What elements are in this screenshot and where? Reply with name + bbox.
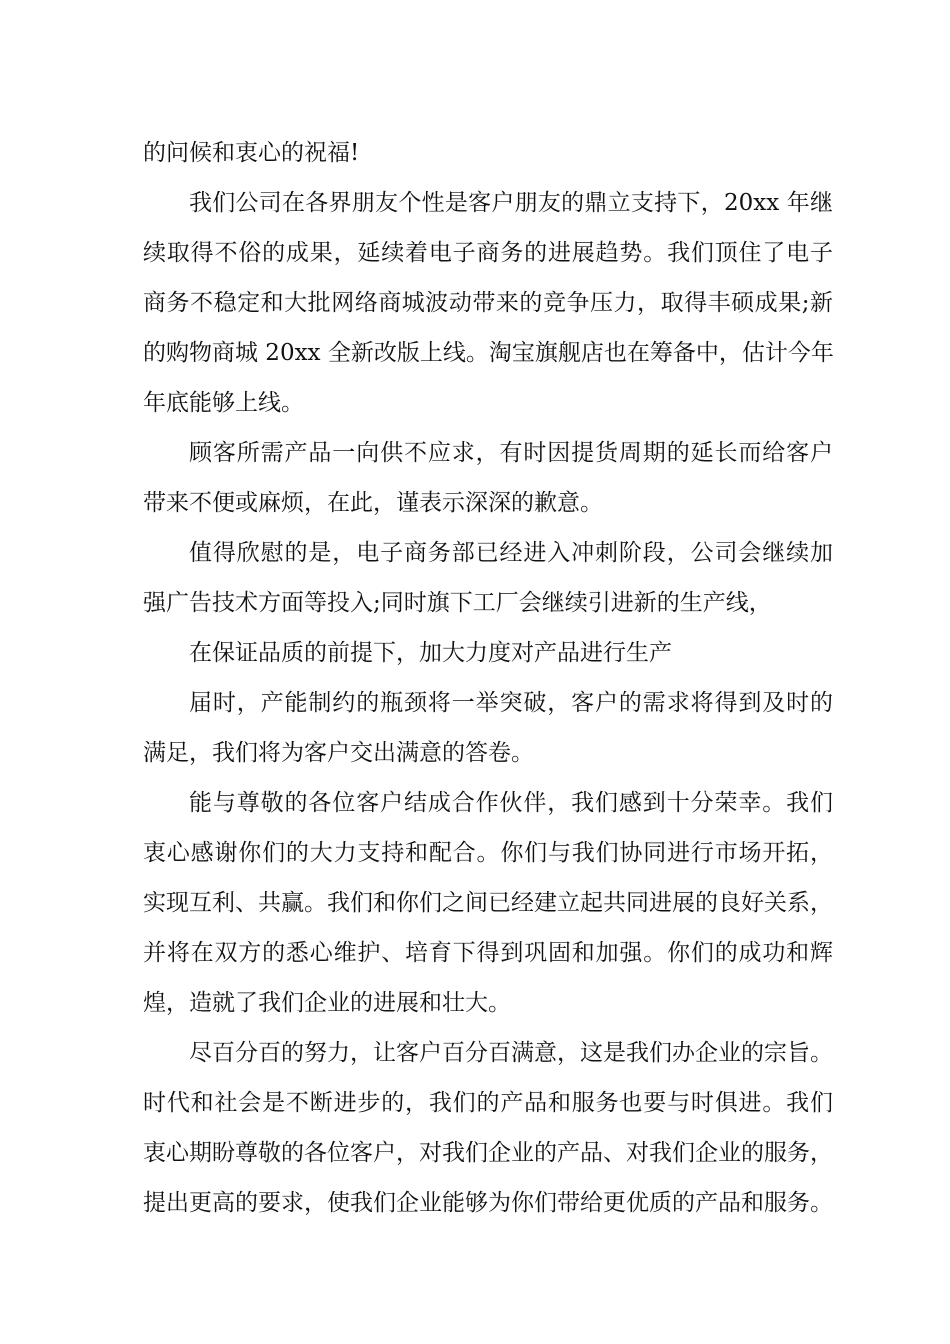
text-line: 实现互利、共赢。我们和你们之间已经建立起共同进展的良好关系， [143,890,833,916]
text-line: 商务不稳定和大批网络商城波动带来的竞争压力，取得丰硕成果;新 [143,290,833,316]
document-body [143,128,833,1228]
text-line: 在保证品质的前提下，加大力度对产品进行生产 [189,640,672,666]
paragraph [143,528,833,628]
paragraph [143,678,833,778]
text-line: 我们公司在各界朋友个性是客户朋友的鼎立支持下，20xx 年继 [189,190,833,216]
text-line: 的问候和衷心的祝福! [143,140,360,166]
text-line: 并将在双方的悉心维护、培育下得到巩固和加强。你们的成功和辉 [143,940,833,966]
text-line: 顾客所需产品一向供不应求，有时因提货周期的延长而给客户 [189,440,833,466]
text-line: 时代和社会是不断进步的，我们的产品和服务也要与时俱进。我们 [143,1090,833,1116]
text-line: 能与尊敬的各位客户结成合作伙伴，我们感到十分荣幸。我们 [189,790,833,816]
text-line: 提出更高的要求，使我们企业能够为你们带给更优质的产品和服务。 [143,1190,833,1216]
paragraph [143,128,833,178]
text-line: 强广告技术方面等投入;同时旗下工厂会继续引进新的生产线， [143,590,772,616]
text-line: 续取得不俗的成果，延续着电子商务的进展趋势。我们顶住了电子 [143,240,833,266]
text-line: 尽百分百的努力，让客户百分百满意，这是我们办企业的宗旨。 [189,1040,833,1066]
text-line: 煌，造就了我们企业的进展和壮大。 [143,990,511,1016]
paragraph [143,778,833,1028]
text-line: 衷心期盼尊敬的各位客户，对我们企业的产品、对我们企业的服务， [143,1140,833,1166]
text-line: 值得欣慰的是，电子商务部已经进入冲刺阶段，公司会继续加 [189,540,833,566]
text-line: 满足，我们将为客户交出满意的答卷。 [143,740,534,766]
text-line: 年底能够上线。 [143,390,304,416]
paragraph [143,1028,833,1228]
paragraph [143,178,833,428]
text-line: 带来不便或麻烦，在此，谨表示深深的歉意。 [143,490,603,516]
paragraph [143,428,833,528]
text-line: 届时，产能制约的瓶颈将一举突破，客户的需求将得到及时的 [189,690,833,716]
text-line: 的购物商城 20xx 全新改版上线。淘宝旗舰店也在筹备中，估计今年 [143,340,834,366]
text-line: 衷心感谢你们的大力支持和配合。你们与我们协同进行市场开拓， [143,840,833,866]
paragraph [143,628,833,678]
